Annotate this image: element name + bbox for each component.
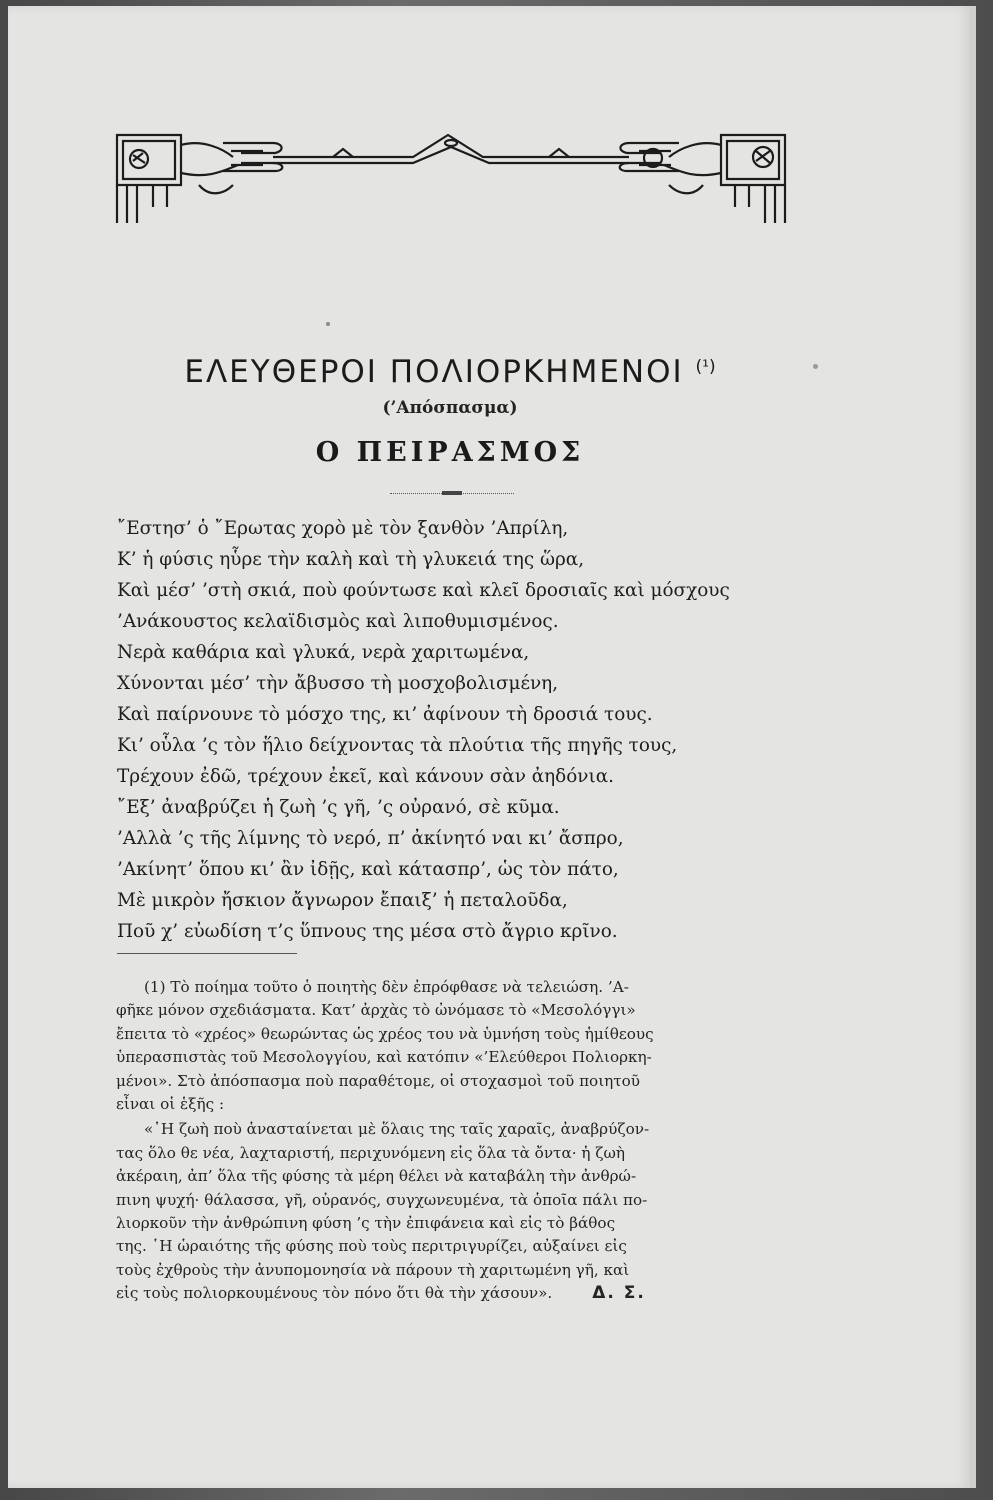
poem-line: Καὶ παίρνουνε τὸ μόσχο της, κι’ ἀφίνουν τὴ δροσιά τους.	[117, 704, 653, 725]
quote-line: της. ῾Η ὡραιότης τῆς φύσης ποὺ τοὺς περιτριγυρίζει, αὐξαίνει εἰς	[116, 1237, 627, 1256]
footnote-paragraph	[116, 976, 788, 1116]
poem-line: Τρέχουν ἐδῶ, τρέχουν ἐκεῖ, καὶ κάνουν σὰν ἀηδόνια.	[117, 766, 614, 787]
poem-line: Νερὰ καθάρια καὶ γλυκά, νερὰ χαριτωμένα,	[117, 642, 530, 663]
poem-line: Κ’ ἡ φύσις ηὗρε τὴν καλὴ καὶ τὴ γλυκειά της ὥρα,	[117, 549, 585, 570]
poem-line: ’Αλλὰ ’ς τῆς λίμνης τὸ νερό, π’ ἀκίνητό ναι κι’ ἄσπρο,	[117, 828, 624, 849]
poem-title	[100, 354, 800, 390]
footnote-line: φῆκε μόνον σχεδιάσματα. Κατ’ ἀρχὰς τὸ ὠνόμασε τὸ «Μεσολόγγι»	[116, 1001, 636, 1020]
quote-line: λιορκοῦν τὴν ἀνθρώπινη φύση ’ς τὴν ἐπιφάνεια καὶ εἰς τὸ βάθος	[116, 1214, 616, 1233]
footnote-quote	[116, 1118, 788, 1305]
quote-line: τας ὅλο θε νέα, λαχταριστή, περιχυνόμενη εἰς ὅλα τὰ ὄντα· ἡ ζωὴ	[116, 1143, 626, 1162]
poem-line: Κι’ οὗλα ’ς τὸν ἥλιο δείχνοντας τὰ πλούτια τῆς πηγῆς τους,	[117, 735, 678, 756]
poem-line: Χύνονται μέσ’ τὴν ἄβυσσο τὴ μοσχοβολισμένη,	[117, 673, 559, 694]
ornamental-divider	[390, 491, 514, 495]
quote-line: πινη ψυχή· θάλασσα, γῆ, οὐρανός, συγχωνευμένα, τὰ ὁποῖα πάλι πο-	[116, 1190, 648, 1209]
footnote-line: (1) Τὸ ποίημα τοῦτο ὁ ποιητὴς δὲν ἐπρόφθασε νὰ τελειώση. ’Α-	[144, 978, 629, 996]
footnote-line: ἔπειτα τὸ «χρέος» θεωρώντας ὡς χρέος του νὰ ὑμνήση τοὺς ἡμίθεους	[116, 1024, 654, 1043]
decorative-ornament	[113, 127, 789, 227]
subtitle: (’Απόσπασμα)	[382, 398, 518, 418]
quote-line: εἰς τοὺς πολιορκουμένους τὸν πόνο ὅτι θὰ τὴν χάσουν».	[116, 1284, 553, 1303]
poem-line: Ποῦ χ’ εὐωδίση τ’ς ὕπνους της μέσα στὸ ἄγριο κρῖνο.	[117, 921, 618, 942]
paper-speck	[813, 364, 818, 369]
quote-line: τοὺς ἐχθροὺς τὴν ἀνυπομονησία νὰ πάρουν τὴ χαριτωμένη γῆ, καὶ	[116, 1260, 630, 1279]
poem-line: Μὲ μικρὸν ἤσκιον ἄγνωρον ἔπαιξ’ ἡ πεταλοῦδα,	[117, 890, 568, 911]
poem-line: ῎Εστησ’ ὁ ῎Ερωτας χορὸ μὲ τὸν ξανθὸν ’Απρίλη,	[117, 518, 569, 539]
poem-line: ’Ανάκουστος κελαϊδισμὸς καὶ λιποθυμισμένος.	[117, 611, 559, 632]
quote-line: «῾Η ζωὴ ποὺ ἀνασταίνεται μὲ ὅλαις της ταῖς χαραῖς, ἀναβρύζον-	[144, 1120, 650, 1139]
quote-line-last	[116, 1282, 788, 1305]
footnote	[116, 976, 788, 1306]
quote-line: ἀκέραιη, ἀπ’ ὅλα τῆς φύσης τὰ μέρη θέλει νὰ καταβάλη τὴν ἀνθρώ-	[116, 1167, 637, 1186]
page-edge	[970, 6, 976, 1488]
footnote-line: ὑπερασπιστὰς τοῦ Μεσολογγίου, καὶ κατόπιν «’Ελεύθεροι Πολιορκη-	[116, 1048, 652, 1067]
section-heading: Ο ΠΕΙΡΑΣΜΟΣ	[315, 437, 585, 468]
poem-line: ῎Εξ’ ἀναβρύζει ἡ ζωὴ ’ς γῆ, ’ς οὐρανό, σὲ κῦμα.	[117, 797, 560, 818]
signature: Δ. Σ.	[592, 1283, 646, 1304]
footnote-separator	[117, 953, 297, 954]
footnote-line: εἶναι οἱ ἑξῆς :	[116, 1095, 225, 1114]
poem-line: ’Ακίνητ’ ὅπου κι’ ἂν ἰδῇς, καὶ κάτασπρ’, ὡς τὸν πάτο,	[117, 859, 619, 880]
paper-speck	[326, 322, 330, 326]
divider-center-bar	[442, 491, 462, 495]
poem-body	[117, 513, 817, 947]
footnote-line: μένοι». Στὸ ἀπόσπασμα ποὺ παραθέτομε, οἱ στοχασμοὶ τοῦ ποιητοῦ	[116, 1071, 641, 1090]
poem-line: Καὶ μέσ’ ’στὴ σκιά, ποὺ φούντωσε καὶ κλεῖ δροσιαῖς καὶ μόσχους	[117, 580, 730, 601]
title-text: ΕΛΕΥΘΕΡΟΙ ΠΟΛΙΟΡΚΗΜΕΝΟΙ	[184, 354, 684, 390]
footnote-marker: (¹)	[695, 357, 716, 377]
